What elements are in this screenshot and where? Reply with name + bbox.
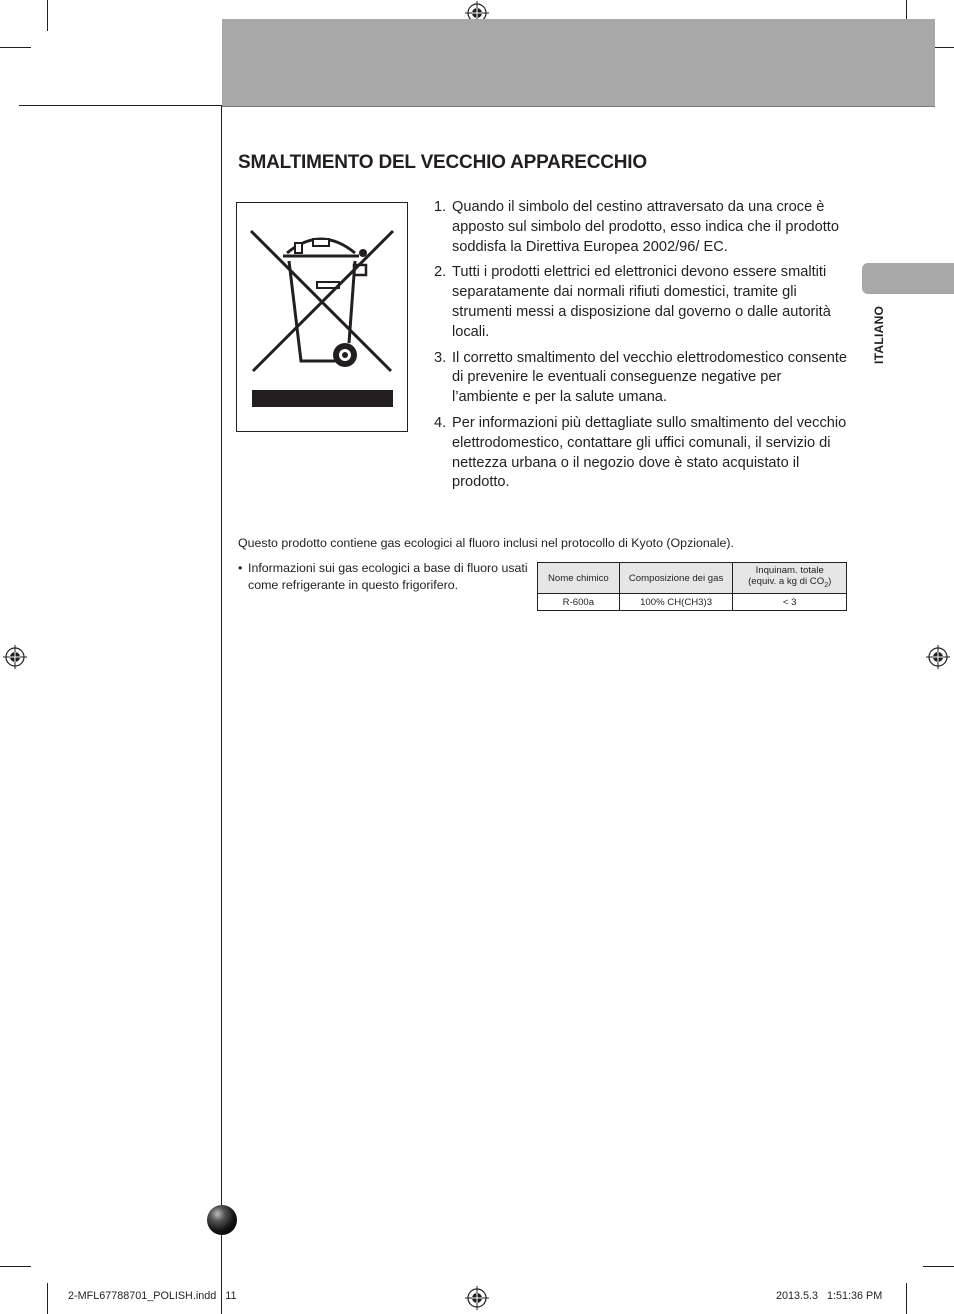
list-item: 4. Per informazioni più dettagliate sullo smaltimento del vecchio elettrodomestico, contattare gli uffici comunali, il servizio di nettezza urbana o il negozio dove è stato acquistato il prodotto. bbox=[434, 414, 847, 491]
header-rule bbox=[19, 105, 222, 106]
table-header-cell: Inquinam. totale (equiv. a kg di $CO_2$) bbox=[733, 563, 847, 594]
bullet-marker: • bbox=[238, 561, 243, 575]
list-item-text: Quando il simbolo del cestino attraversato da una croce è apposto sul simbolo del prodotto, esso indica che il prodotto soddisfa la Direttiva Europea 2002/96/ EC. bbox=[452, 199, 839, 255]
table-header-row bbox=[538, 563, 847, 594]
language-label: ITALIANO bbox=[872, 305, 886, 364]
crop-mark bbox=[47, 0, 48, 31]
crop-mark bbox=[923, 1266, 954, 1267]
gas-bullet bbox=[238, 560, 528, 594]
crop-mark bbox=[906, 1283, 907, 1314]
gas-note: Questo prodotto contiene gas ecologici al fluoro inclusi nel protocollo di Kyoto (Opzionale). bbox=[238, 536, 734, 550]
list-item-text: Per informazioni più dettagliate sullo smaltimento del vecchio elettrodomestico, contattare gli uffici comunali, il servizio di nettezza urbana o il negozio dove è stato acquistato il prodotto. bbox=[452, 414, 847, 491]
crossed-out-wheelie-bin-icon bbox=[237, 203, 407, 431]
footer-file-info: 2-MFL67788701_POLISH.indd 11 bbox=[68, 1290, 237, 1302]
registration-mark-icon bbox=[3, 645, 27, 669]
list-item: 1. Quando il simbolo del cestino attraversato da una croce è apposto sul simbolo del prodotto, esso indica che il prodotto soddisfa la Direttiva Europea 2002/96/ EC. bbox=[434, 199, 839, 255]
list-item: 3. Il corretto smaltimento del vecchio elettrodomestico consente di prevenire le eventuali conseguenze negative per l’ambiente e per la salute umana. bbox=[434, 349, 848, 406]
list-item-text: Tutti i prodotti elettrici ed elettronici devono essere smaltiti separatamente dai normali rifiuti domestici, tramite gli strumenti messi a disposizione dal governo o dalle autorità locali. bbox=[452, 264, 831, 340]
table-cell: < 3 bbox=[733, 594, 847, 611]
crop-mark bbox=[0, 1266, 31, 1267]
weee-symbol-frame bbox=[236, 202, 408, 432]
table-cell: R-600a bbox=[538, 594, 620, 611]
language-tab bbox=[862, 263, 954, 294]
margin-rule bbox=[221, 106, 222, 1314]
list-item: 2. Tutti i prodotti elettrici ed elettronici devono essere smaltiti separatamente dai normali rifiuti domestici, tramite gli strumenti messi a disposizione dal governo o dalle autorità locali. bbox=[434, 264, 831, 340]
footer-timestamp: 2013.5.3 1:51:36 PM bbox=[776, 1290, 883, 1302]
list-item-text: Il corretto smaltimento del vecchio elettrodomestico consente di prevenire le eventuali conseguenze negative per l’ambiente e per la salute umana. bbox=[452, 349, 848, 406]
page-title: SMALTIMENTO DEL VECCHIO APPARECCHIO bbox=[238, 152, 647, 173]
header-band bbox=[222, 19, 935, 107]
registration-mark-icon bbox=[926, 645, 950, 669]
table-header-cell: Composizione dei gas bbox=[619, 563, 733, 594]
registration-mark-icon bbox=[465, 1286, 489, 1310]
gas-table bbox=[537, 562, 847, 611]
gas-bullet-text: Informazioni sui gas ecologici a base di fluoro usati come refrigerante in questo frigorifero. bbox=[248, 561, 528, 592]
page-marker-ball bbox=[207, 1205, 237, 1235]
crop-mark bbox=[47, 1283, 48, 1314]
disposal-list bbox=[434, 198, 850, 499]
crop-mark bbox=[0, 47, 31, 48]
table-row bbox=[538, 594, 847, 611]
table-cell: 100% CH(CH3)3 bbox=[619, 594, 733, 611]
table-header-cell: Nome chimico bbox=[538, 563, 620, 594]
